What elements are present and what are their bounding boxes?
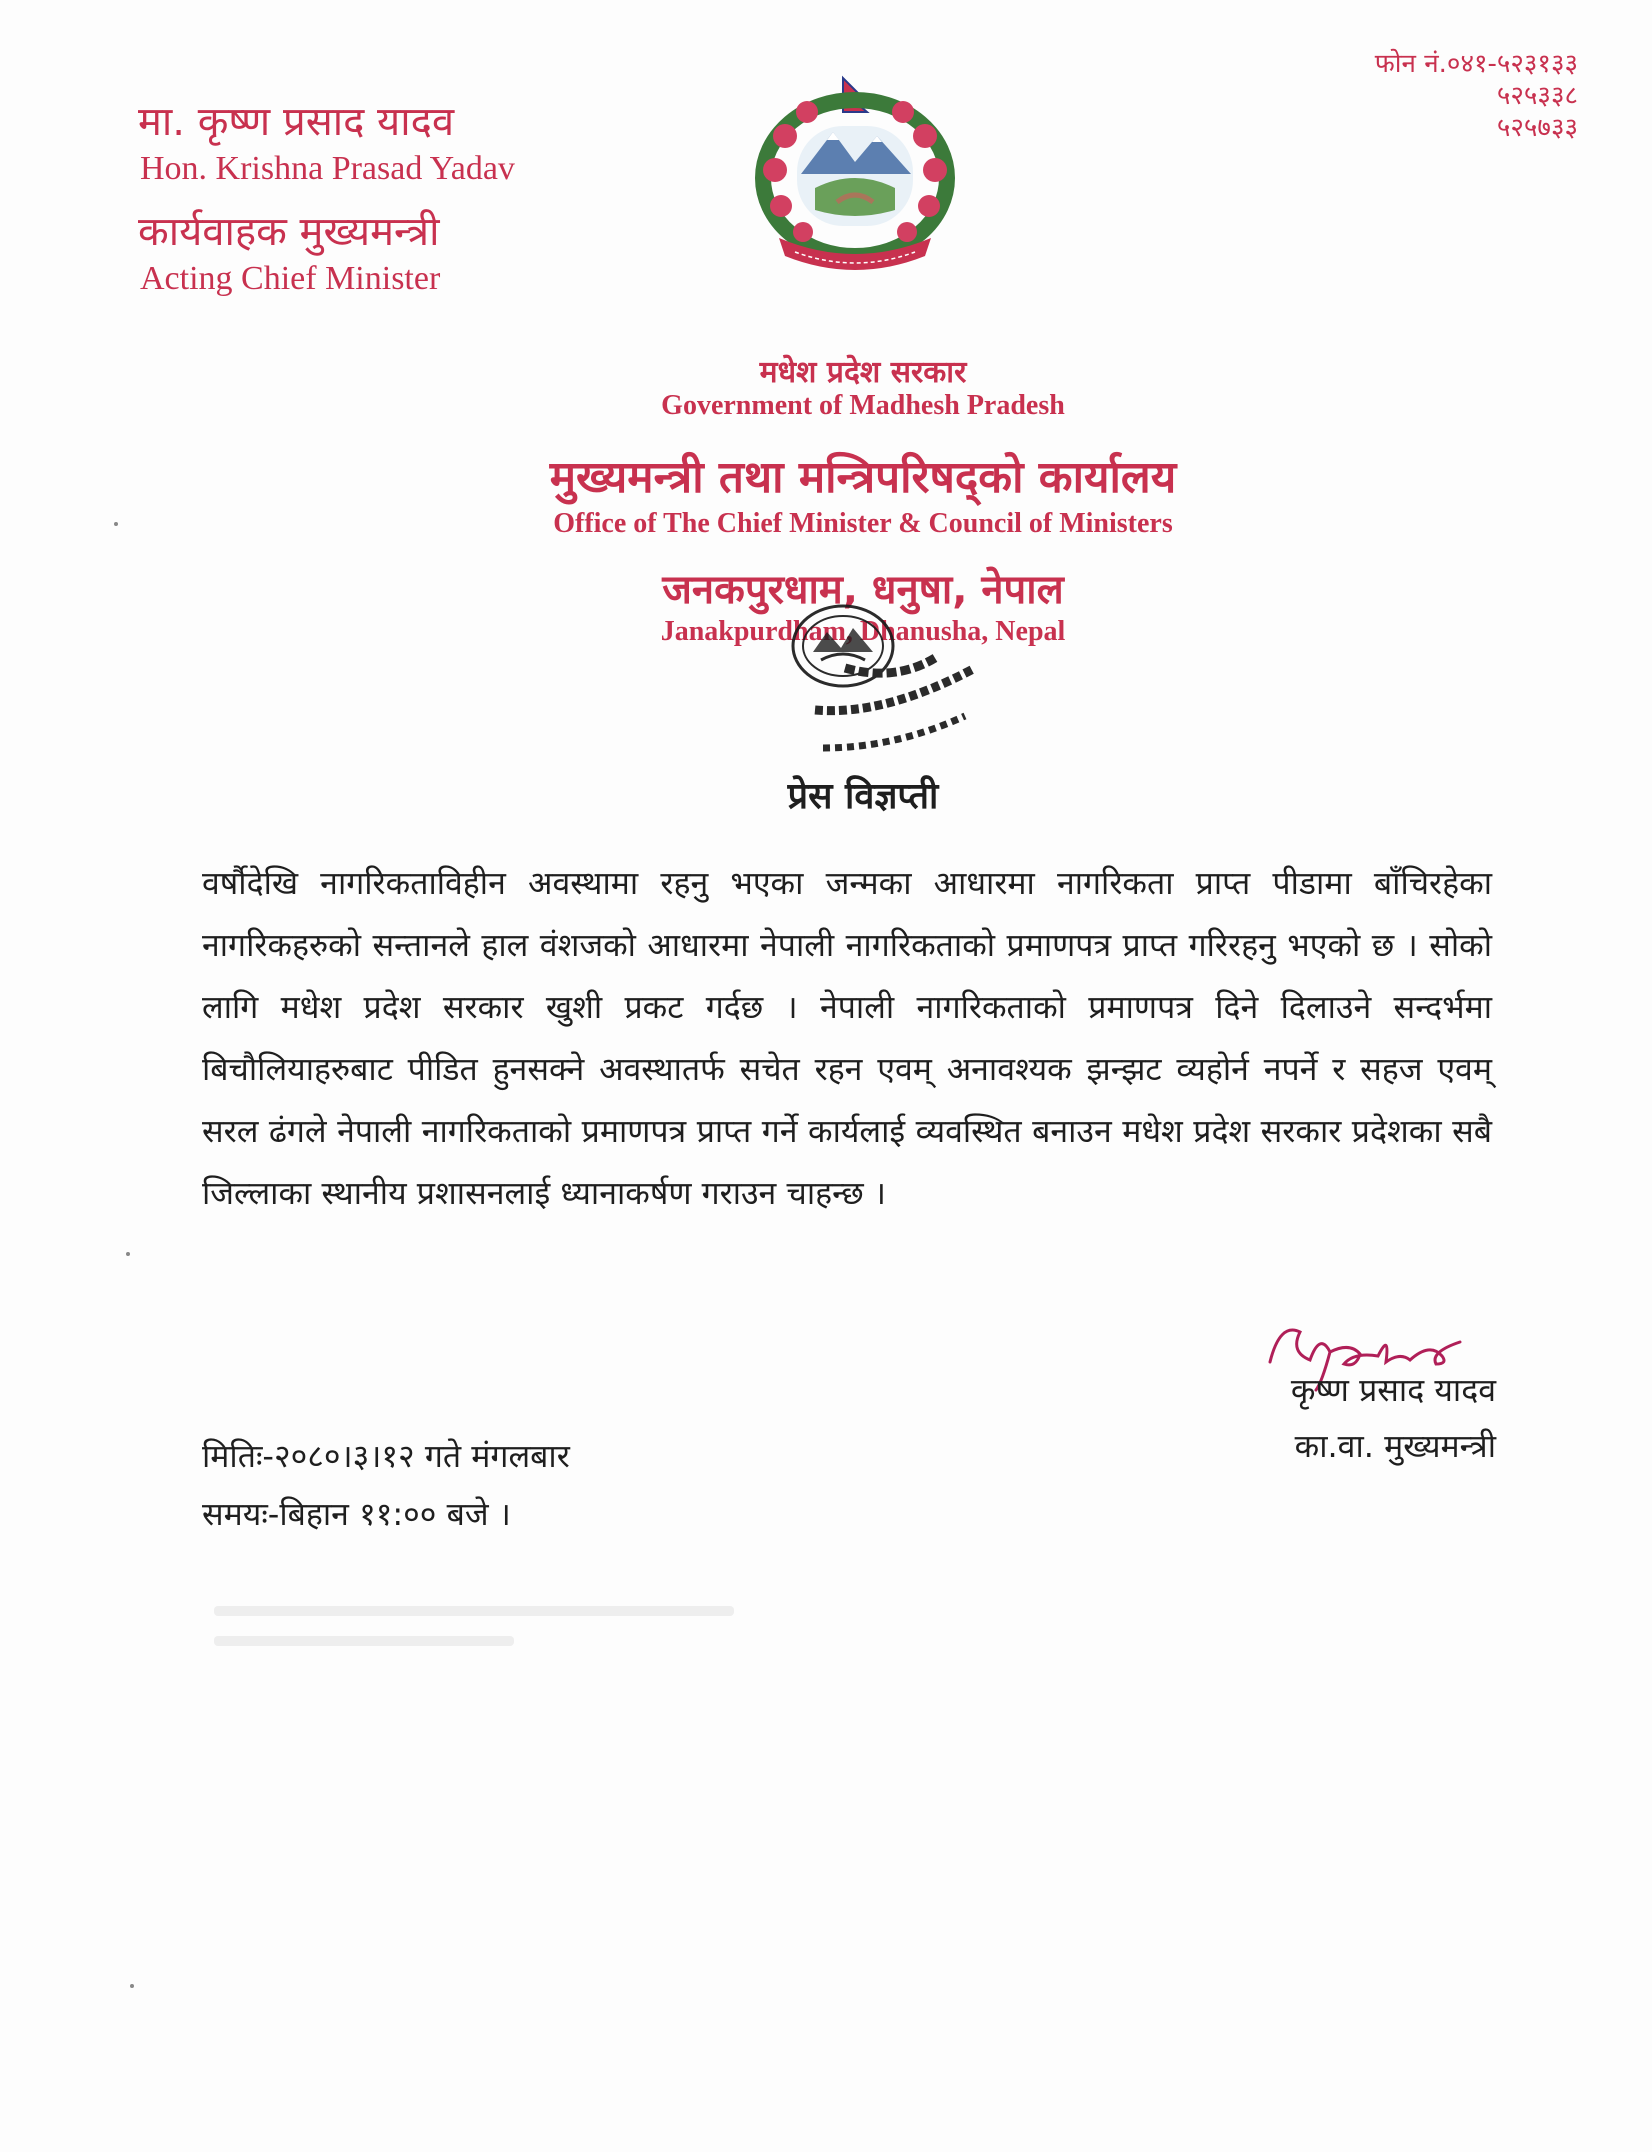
government-name-np: मधेश प्रदेश सरकार bbox=[759, 355, 967, 390]
role-np: कार्यवाहक मुख्यमन्त्री bbox=[138, 209, 440, 255]
minister-name-np: मा. कृष्ण प्रसाद यादव bbox=[138, 99, 455, 145]
phone-label: फोन नं.०४१-५२३१३३ bbox=[1374, 49, 1578, 79]
address-np: जनकपुरधाम, धनुषा, नेपाल bbox=[662, 567, 1064, 613]
signer-name: कृष्ण प्रसाद यादव bbox=[1290, 1371, 1496, 1409]
faint-bleed-through bbox=[214, 1606, 734, 1616]
address-en: Janakpurdham, Dhanusha, Nepal bbox=[660, 616, 1066, 647]
scan-speck bbox=[126, 1252, 130, 1256]
issue-date: मितिः-२०८०।३।१२ गते मंगलबार bbox=[202, 1437, 570, 1475]
government-name-en: Government of Madhesh Pradesh bbox=[661, 390, 1065, 421]
phone-line-1: ५२५३३८ bbox=[1496, 81, 1578, 111]
document-title: प्रेस विज्ञप्ती bbox=[787, 776, 939, 817]
nepal-emblem-icon bbox=[745, 70, 965, 270]
minister-name-en: Hon. Krishna Prasad Yadav bbox=[140, 150, 515, 187]
scan-speck bbox=[114, 522, 118, 526]
press-release-body: वर्षौदेखि नागरिकताविहीन अवस्थामा रहनु भएका जन्मका आधारमा नागरिकता प्राप्त पीडामा बाँचिरहेका नागरिकहरुको सन्तानले हाल वंशजको आधारमा नेपाली नागरिकताको प्रमाणपत्र प्राप्त गरिरहनु भएको छ । सोको लागि मधेश प्रदेश सरकार खुशी प्रकट गर्दछ । नेपाली नागरिकताको प्रमाणपत्र दिने दिलाउने सन्दर्भमा बिचौलियाहरुबाट पीडित हुनसक्ने अवस्थातर्फ सचेत रहन एवम् अनावश्यक झन्झट व्यहोर्न नपर्ने र सहज एवम् सरल ढंगले नेपाली नागरिकताको प्रमाणपत्र प्राप्त गर्ने कार्यलाई व्यवस्थित बनाउन मधेश प्रदेश सरकार प्रदेशका सबै जिल्लाका स्थानीय प्रशासनलाई ध्यानाकर्षण गराउन चाहन्छ । bbox=[202, 864, 1492, 1212]
faint-bleed-through bbox=[214, 1636, 514, 1646]
phone-line-2: ५२५७३३ bbox=[1496, 113, 1578, 143]
signer-title: का.वा. मुख्यमन्त्री bbox=[1294, 1427, 1496, 1465]
office-seal-icon bbox=[725, 598, 995, 778]
office-name-en: Office of The Chief Minister & Council of Ministers bbox=[553, 508, 1173, 539]
role-en: Acting Chief Minister bbox=[140, 260, 441, 297]
phone-numbers bbox=[1375, 48, 1578, 144]
issue-time: समयः-बिहान ११:०० बजे । bbox=[202, 1495, 511, 1533]
office-name-np: मुख्यमन्त्री तथा मन्त्रिपरिषद्को कार्यालय bbox=[549, 452, 1177, 503]
scan-speck bbox=[130, 1984, 134, 1988]
